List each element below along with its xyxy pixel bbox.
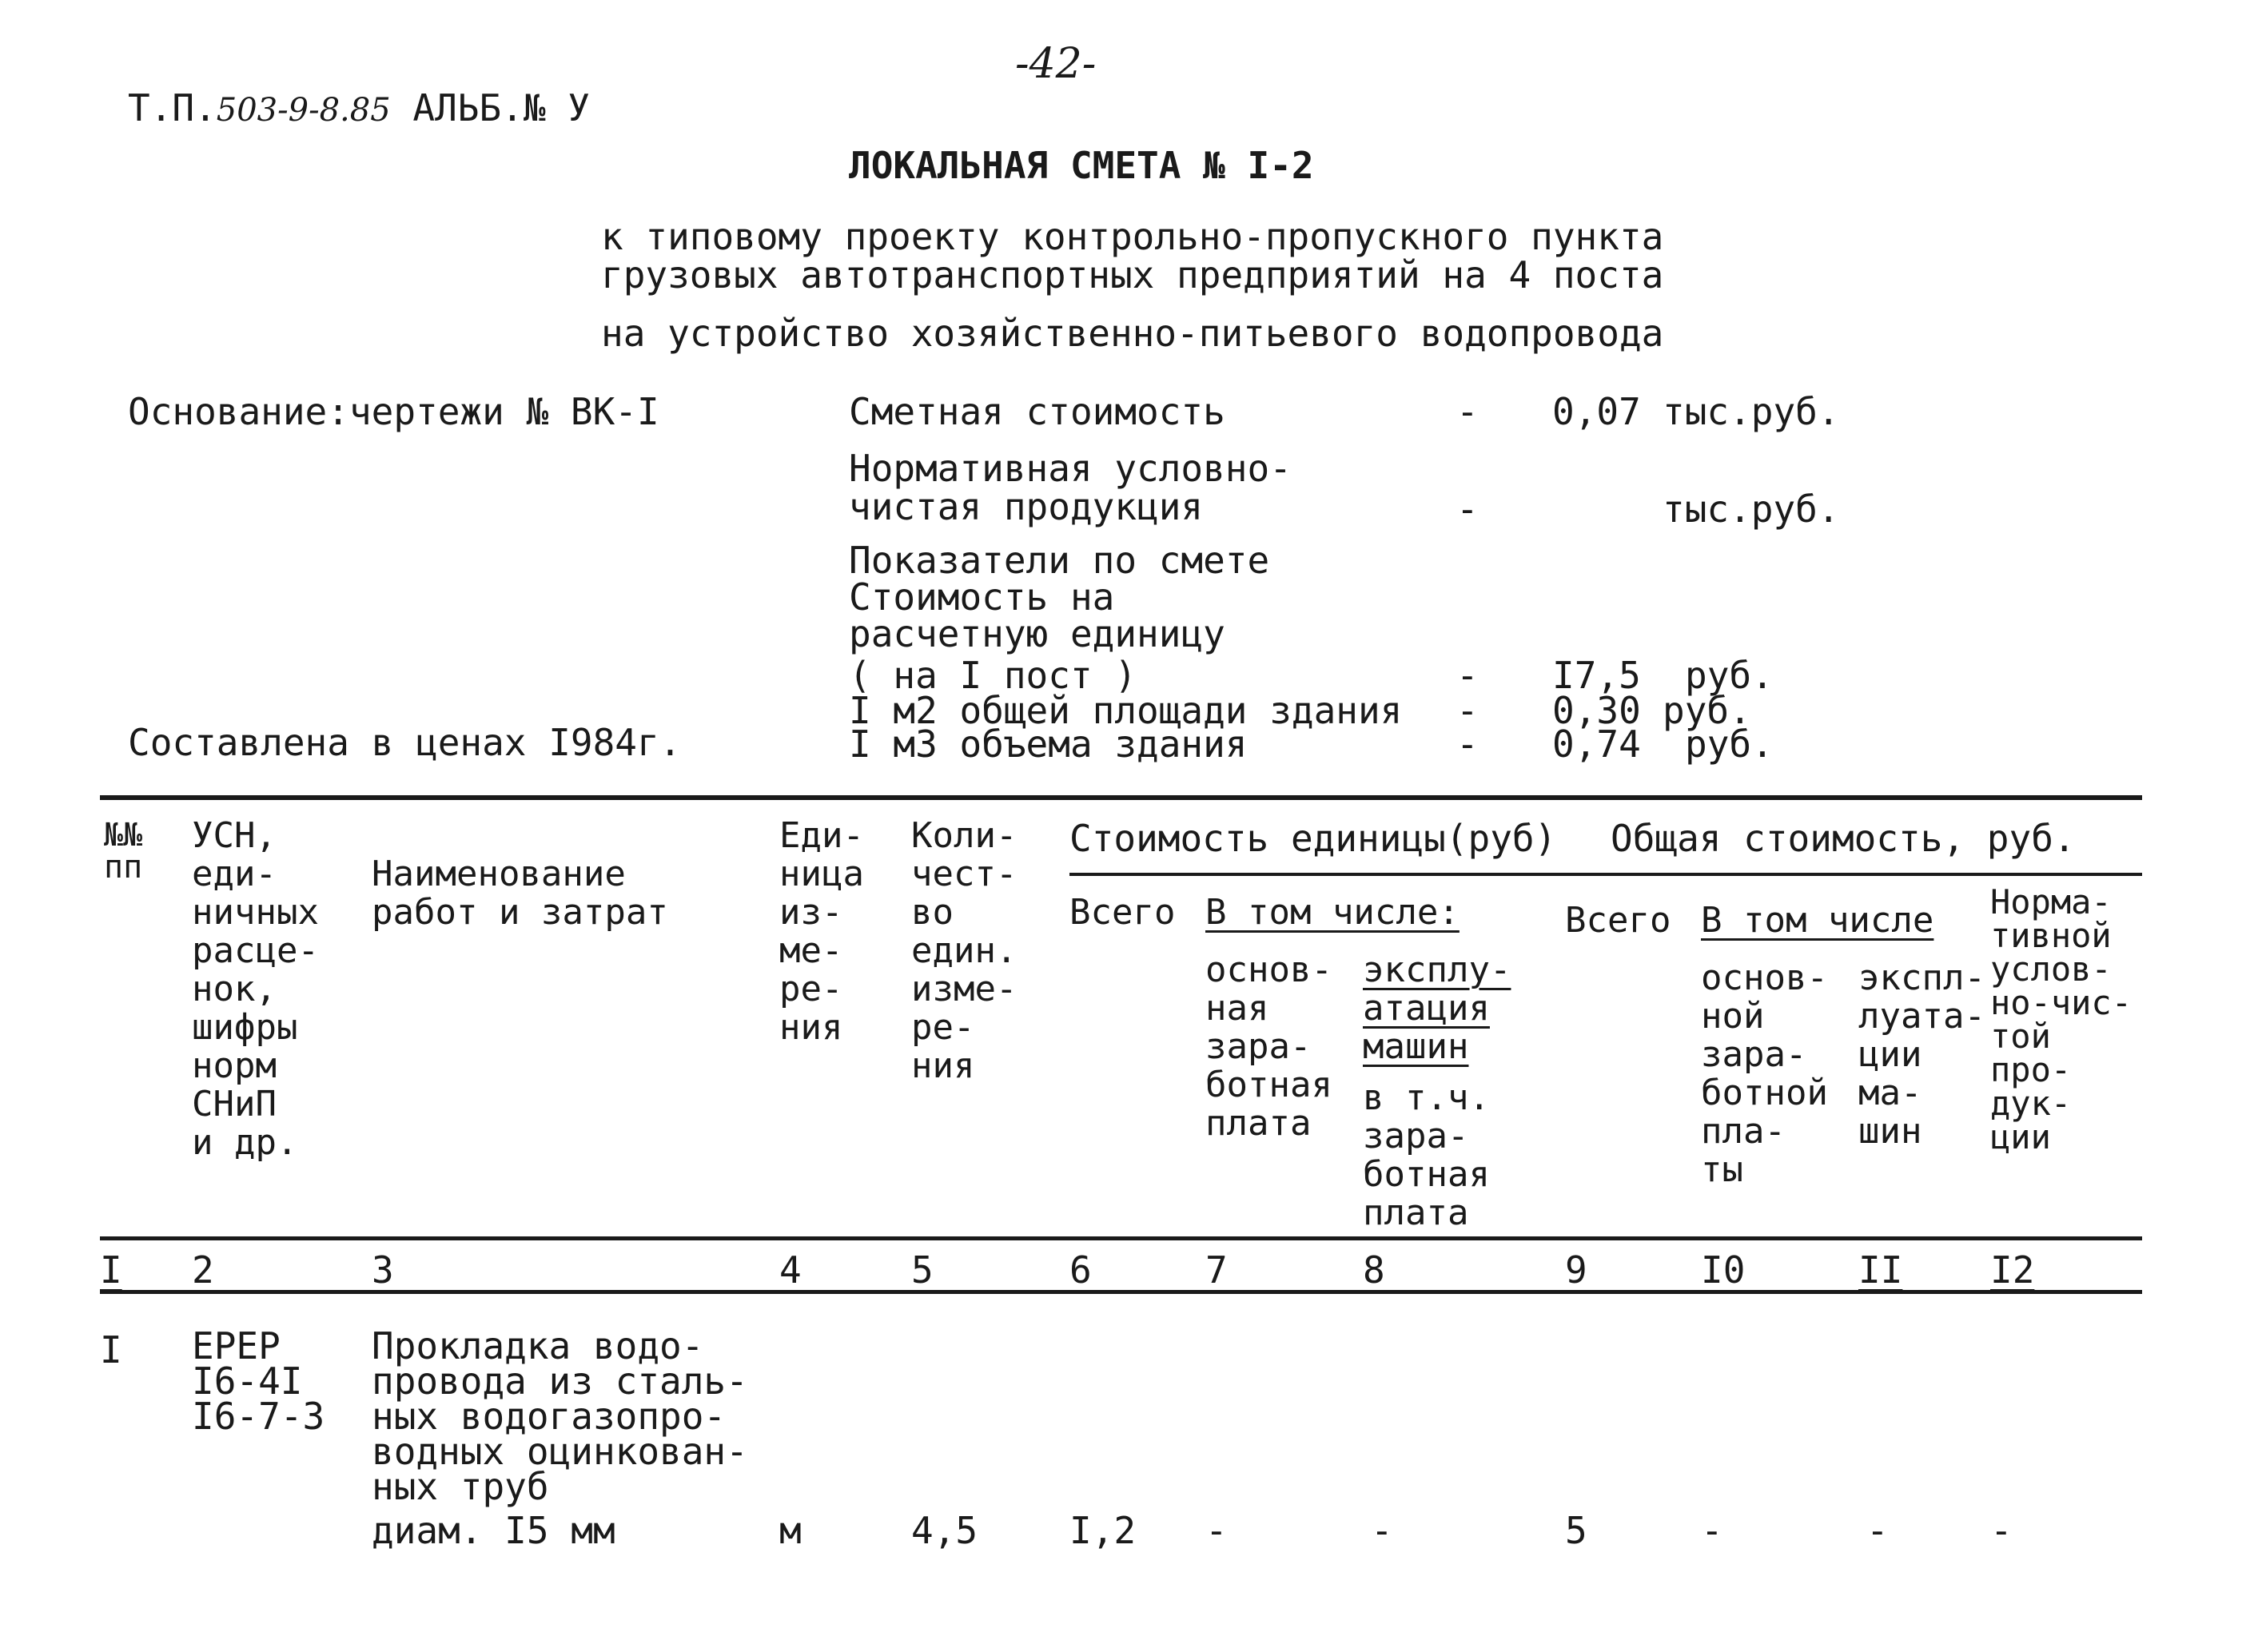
row-total-normative: - [1990, 1509, 2013, 1552]
per-m2-value: 0,30 [1552, 689, 1641, 732]
cost-group-rule [1069, 873, 2142, 876]
column-number-7: 7 [1205, 1248, 1228, 1292]
unit-cost-group-header: Стоимость единицы(руб) [1069, 817, 1557, 860]
row-number: I [100, 1328, 122, 1371]
indicators-heading: Показатели по смете Стоимость на расчетную единицу [849, 539, 1270, 655]
normative-production-label: Нормативная условно- чистая продукция [849, 447, 1292, 528]
per-m3-label: I м3 объема здания [849, 723, 1248, 766]
row-name: Прокладка водо- провода из сталь- ных водогазопро- водных оцинкован- ных труб [372, 1324, 748, 1508]
basis: Основание:чертежи № ВК-I [128, 390, 659, 433]
total-cost-including-header: В том числе [1701, 900, 1934, 941]
col-header-code: УСН, еди- ничных расце- нок, шифры норм СНиП и др. [192, 815, 319, 1163]
row-total: 5 [1565, 1509, 1587, 1552]
col-header-total: Всего [1565, 900, 1671, 941]
subtitle [601, 215, 1664, 297]
doc-ref-prefix: Т.П. [128, 86, 217, 129]
column-number-9: 9 [1565, 1248, 1587, 1292]
col-header-unit-machine: эксплу- атация машин [1363, 949, 1511, 1067]
compiled-prices: Составлена в ценах I984г. [128, 721, 682, 764]
row-unit-wage: - [1205, 1509, 1228, 1552]
column-number-11: II [1858, 1248, 1903, 1292]
per-m2-dash: - [1456, 689, 1479, 732]
row-quantity: 4,5 [911, 1509, 978, 1552]
per-post-label: ( на I пост ) [849, 654, 1137, 697]
subtitle-line-3: на устройство хозяйственно-питьевого водопровода [601, 312, 1664, 355]
per-post-dash: - [1456, 654, 1479, 697]
per-post-value: I7,5 [1552, 654, 1641, 697]
subtitle-line-2: грузовых автотранспортных предприятий на 4 поста [601, 253, 1664, 297]
estimated-cost-value: 0,07 [1552, 390, 1641, 433]
col-header-total-machine: экспл- луата- ции ма- шин [1858, 957, 1985, 1152]
normative-production-dash: - [1456, 488, 1479, 531]
column-number-5: 5 [911, 1248, 934, 1292]
column-number-2: 2 [192, 1248, 214, 1292]
per-post-unit: руб. [1685, 654, 1774, 697]
row-unit-total: I,2 [1069, 1509, 1137, 1552]
col-header-normative: Норма- тивной услов- но-чис- той про- дук- ции [1990, 882, 2133, 1156]
per-m2-unit: руб. [1663, 689, 1751, 732]
row-unit-machine: - [1371, 1509, 1393, 1552]
unit-cost-including-header: В том числе: [1205, 892, 1460, 933]
column-numbers-rule [100, 1290, 2142, 1294]
doc-reference [128, 86, 590, 129]
estimated-cost-dash: - [1456, 390, 1479, 433]
column-number-3: 3 [372, 1248, 394, 1292]
row-total-machine: - [1866, 1509, 1889, 1552]
estimated-cost-label: Сметная стоимость [849, 390, 1225, 433]
row-total-wage: - [1701, 1509, 1723, 1552]
column-number-4: 4 [779, 1248, 802, 1292]
doc-ref-handwritten: 503-9-8.85 [216, 92, 391, 129]
col-header-unit-wage: основ- ная зара- ботная плата [1205, 949, 1332, 1144]
subtitle-line-1: к типовому проекту контрольно-пропускного пункта [601, 215, 1664, 258]
col-header-unit: Еди- ница из- ме- ре- ния [779, 815, 864, 1048]
per-m3-value: 0,74 [1552, 723, 1641, 766]
column-number-8: 8 [1363, 1248, 1385, 1292]
col-header-name: Наименование работ и затрат [372, 854, 668, 933]
per-m3-dash: - [1456, 723, 1479, 766]
per-m3-unit: руб. [1685, 723, 1774, 766]
column-number-10: I0 [1701, 1248, 1746, 1292]
normative-production-unit: тыс.руб. [1663, 488, 1840, 531]
row-name-last-line: диам. I5 мм [372, 1509, 615, 1552]
total-cost-group-header: Общая стоимость, руб. [1611, 817, 2076, 860]
row-unit: м [779, 1509, 802, 1552]
col-header-number: №№ пп [104, 817, 143, 886]
col-header-total-wage: основ- ной зара- ботной пла- ты [1701, 957, 1828, 1190]
header-bottom-rule [100, 1236, 2142, 1240]
col-header-unit-machine-wage: в т.ч. зара- ботная плата [1363, 1077, 1490, 1233]
column-number-12: I2 [1990, 1248, 2035, 1292]
page-number: -42- [1015, 40, 1097, 88]
page-title: ЛОКАЛЬНАЯ СМЕТА № I-2 [849, 144, 1314, 187]
column-number-1: I [100, 1248, 122, 1292]
row-code: ЕРЕР I6-4I I6-7-3 [192, 1324, 325, 1438]
per-m2-label: I м2 общей площади здания [849, 689, 1403, 732]
doc-ref-suffix: АЛЬБ.№ У [412, 86, 590, 129]
col-header-quantity: Коли- чест- во един. изме- ре- ния [911, 815, 1018, 1086]
col-header-unit-total: Всего [1069, 892, 1176, 933]
estimated-cost-unit: тыс.руб. [1663, 390, 1840, 433]
column-number-6: 6 [1069, 1248, 1092, 1292]
table-top-rule [100, 795, 2142, 800]
